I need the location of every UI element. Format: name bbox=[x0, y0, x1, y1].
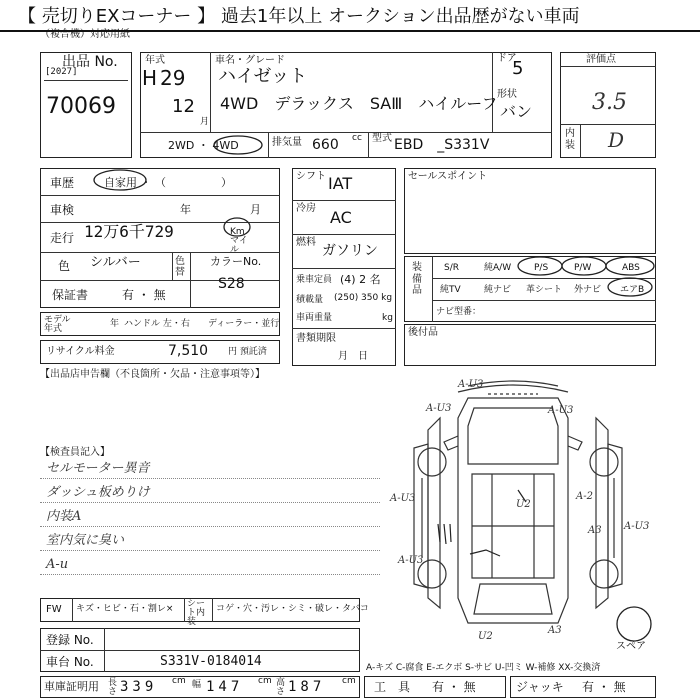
divider bbox=[140, 132, 552, 133]
recycle-value: 7,510 bbox=[168, 343, 209, 359]
displacement-label: 排気量 bbox=[272, 137, 302, 148]
fw-items: キズ・ヒビ・石・割レ× bbox=[76, 604, 174, 614]
score-label: 評価点 bbox=[586, 54, 616, 65]
divider bbox=[560, 66, 656, 67]
cert-length-label: 長さ bbox=[108, 678, 118, 697]
warranty-label: 保証書 bbox=[52, 288, 89, 302]
lot-underline bbox=[44, 80, 128, 81]
diagram-mark: U2 bbox=[516, 499, 531, 510]
year-month-unit: 月 bbox=[200, 117, 210, 127]
registration-label: 登録 No. bbox=[46, 633, 94, 647]
divider bbox=[172, 252, 173, 280]
mileage-km-circle bbox=[222, 216, 252, 238]
divider bbox=[292, 200, 396, 201]
jack-label: ジャッキ bbox=[516, 680, 564, 694]
complex-note: （複合機）対応用紙 bbox=[40, 29, 130, 40]
equipment-item: 純TV bbox=[440, 285, 461, 295]
sales-point-label: セールスポイント bbox=[408, 171, 488, 182]
handle-option: ハンドル 左・右 bbox=[124, 319, 190, 329]
recycle-label: リサイクル料金 bbox=[46, 346, 115, 357]
weight-unit: kg bbox=[382, 313, 393, 323]
equipment-item: 外ナビ bbox=[574, 285, 602, 295]
divider bbox=[492, 52, 493, 132]
cert-label: 車庫証明用 bbox=[44, 680, 99, 693]
displacement-unit: cc bbox=[352, 133, 362, 143]
divider bbox=[292, 234, 396, 235]
inspection-year-unit: 年 bbox=[180, 203, 191, 216]
banner-title: 【 売切りEXコーナー 】 過去1年以上 オークション出品歴がない車両 bbox=[18, 6, 580, 27]
year-era: H bbox=[142, 66, 158, 90]
mileage-label: 走行 bbox=[50, 231, 75, 245]
model-code-value: EBD _S331V bbox=[394, 137, 490, 153]
inspection-month-unit: 月 bbox=[250, 203, 261, 216]
diagram-mark: A-U3 bbox=[458, 379, 484, 390]
model-year-unit: 年 bbox=[110, 319, 120, 329]
equipment-item: S/R bbox=[444, 263, 459, 273]
ac-value: AC bbox=[330, 208, 352, 227]
car-grade: 4WD デラックス SAⅢ ハイルーフ bbox=[220, 94, 498, 113]
spare-label: スペア bbox=[616, 641, 646, 652]
divider bbox=[210, 52, 211, 132]
note-line bbox=[40, 574, 380, 575]
history-label: 車歴 bbox=[50, 176, 75, 190]
history-value: 自家用 ・ （ ） bbox=[104, 176, 232, 189]
divider bbox=[184, 598, 185, 622]
damage-legend: A-キズ C-腐食 E-エクボ S-サビ U-凹ミ W-補修 XX-交換済 bbox=[366, 663, 601, 673]
inspector-note: ダッシュ板めりけ bbox=[46, 485, 150, 500]
tools-value: 有 ・ 無 bbox=[432, 680, 476, 694]
diagram-mark: A3 bbox=[588, 525, 602, 536]
capacity-label: 乗車定員 bbox=[296, 275, 333, 285]
divider bbox=[40, 650, 360, 651]
load-value: (250) 350 kg bbox=[334, 293, 393, 303]
shift-label: シフト bbox=[296, 171, 326, 182]
aftermarket-label: 後付品 bbox=[408, 327, 438, 338]
fuel-label: 燃料 bbox=[296, 237, 316, 248]
defects-header: 【出品店申告欄（不良箇所・欠品・注意事項等）】 bbox=[40, 369, 265, 380]
chassis-label: 車台 No. bbox=[46, 655, 94, 669]
equipment-item: ABS bbox=[622, 263, 640, 273]
divider bbox=[368, 132, 369, 158]
diagram-mark: A3 bbox=[548, 625, 562, 636]
cert-unit: cm bbox=[258, 676, 272, 686]
note-line bbox=[40, 526, 380, 527]
interior-value: D bbox=[608, 128, 625, 152]
weight-label: 車両重量 bbox=[296, 313, 333, 323]
divider bbox=[432, 256, 433, 322]
car-model: ハイゼット bbox=[218, 66, 308, 87]
tools-label: 工 具 bbox=[374, 680, 411, 694]
load-label: 積載量 bbox=[296, 295, 324, 305]
equipment-item: 革シート bbox=[526, 285, 563, 295]
navi-label: ナビ型番： bbox=[436, 307, 482, 317]
diagram-mark: A-U3 bbox=[548, 405, 574, 416]
note-line bbox=[40, 478, 380, 479]
lot-code: [2027] bbox=[45, 67, 78, 77]
fuel-value: ガソリン bbox=[322, 243, 378, 259]
color-label: 色 bbox=[58, 259, 71, 273]
cert-length: 339 bbox=[120, 679, 158, 695]
displacement-value: 660 bbox=[312, 137, 339, 153]
equipment-label: 装備品 bbox=[412, 262, 422, 296]
drive-circle-mark bbox=[212, 134, 264, 156]
fw-label: FW bbox=[46, 604, 62, 615]
recycle-unit: 円 預託済 bbox=[228, 347, 267, 357]
doors-value: 5 bbox=[512, 58, 524, 79]
inspector-note: セルモーター異音 bbox=[46, 461, 150, 476]
inspector-label: 【検査員記入】 bbox=[40, 447, 110, 458]
seat-label: シート内装 bbox=[187, 599, 206, 627]
equipment-item: エアB bbox=[620, 285, 645, 295]
shape-value: バン bbox=[500, 102, 533, 121]
ac-label: 冷房 bbox=[296, 203, 316, 214]
color-no-value: S28 bbox=[218, 276, 245, 292]
divider bbox=[104, 628, 105, 672]
shift-value: IAT bbox=[328, 174, 353, 193]
score-value: 3.5 bbox=[592, 90, 627, 115]
diagram-mark: A-U3 bbox=[390, 493, 416, 504]
diagram-mark: A-2 bbox=[576, 491, 593, 502]
color-repaint: 色替 bbox=[175, 256, 185, 278]
equipment-item: P/S bbox=[534, 263, 549, 273]
cert-unit: cm bbox=[342, 676, 356, 686]
divider bbox=[292, 328, 396, 329]
cert-unit: cm bbox=[172, 676, 186, 686]
cert-height: 187 bbox=[288, 679, 326, 695]
inspector-note: A-u bbox=[46, 557, 69, 572]
aftermarket-box bbox=[404, 324, 656, 366]
shape-label: 形状 bbox=[497, 89, 517, 100]
doc-period-unit: 月 日 bbox=[338, 351, 368, 362]
divider bbox=[292, 268, 396, 269]
cert-width-label: 幅 bbox=[192, 680, 202, 690]
diagram-mark: A-U3 bbox=[398, 555, 424, 566]
year-month: 12 bbox=[172, 96, 195, 117]
divider bbox=[212, 598, 213, 622]
doors-label: ドア bbox=[497, 53, 517, 64]
dealer-option: ディーラー・並行 bbox=[208, 319, 280, 329]
color-value: シルバー bbox=[90, 255, 141, 270]
jack-value: 有 ・ 無 bbox=[582, 680, 626, 694]
note-line bbox=[40, 550, 380, 551]
equipment-item: 純A/W bbox=[484, 263, 512, 273]
capacity-value: (4) 2 名 bbox=[340, 273, 381, 286]
model-code-label: 型式 bbox=[372, 133, 392, 144]
divider bbox=[560, 124, 656, 125]
chassis-value: S331V-0184014 bbox=[160, 654, 262, 669]
name-label: 車名・グレード bbox=[215, 55, 285, 66]
divider bbox=[268, 132, 269, 158]
divider bbox=[190, 252, 191, 308]
divider bbox=[40, 195, 280, 196]
note-line bbox=[40, 502, 380, 503]
doc-period-label: 書類期限 bbox=[296, 333, 336, 344]
inspector-note: 室内気に臭い bbox=[46, 533, 125, 548]
cert-width: 147 bbox=[206, 679, 244, 695]
lot-number: 70069 bbox=[46, 94, 116, 119]
divider bbox=[72, 598, 73, 622]
inspector-note: 内装A bbox=[46, 509, 82, 524]
mileage-unit: Km マイル bbox=[230, 227, 248, 255]
equipment-item: P/W bbox=[574, 263, 592, 273]
history-circle-mark bbox=[92, 168, 148, 192]
year-value: 29 bbox=[160, 66, 186, 90]
warranty-value: 有 ・ 無 bbox=[122, 288, 166, 302]
model-year-label: モデル年式 bbox=[44, 315, 71, 334]
cert-height-label: 高さ bbox=[276, 678, 286, 697]
interior-label: 内装 bbox=[565, 128, 575, 151]
year-label: 年式 bbox=[145, 55, 165, 66]
diagram-mark: A-U3 bbox=[426, 403, 452, 414]
inspection-label: 車検 bbox=[50, 203, 75, 217]
mileage-value: 12万6千729 bbox=[84, 222, 174, 241]
drive-options: 2WD ・ 4WD bbox=[168, 139, 239, 152]
lot-label: 出品 No. bbox=[62, 54, 118, 70]
seat-items: コゲ・穴・汚レ・シミ・破レ・タバコ bbox=[216, 604, 369, 614]
equipment-item: 純ナビ bbox=[484, 285, 512, 295]
diagram-mark: A-U3 bbox=[624, 521, 650, 532]
color-no-label: カラーNo. bbox=[210, 255, 262, 268]
equipment-circle-marks bbox=[512, 250, 658, 298]
divider bbox=[580, 124, 581, 158]
diagram-mark: U2 bbox=[478, 631, 493, 642]
divider bbox=[432, 300, 656, 301]
